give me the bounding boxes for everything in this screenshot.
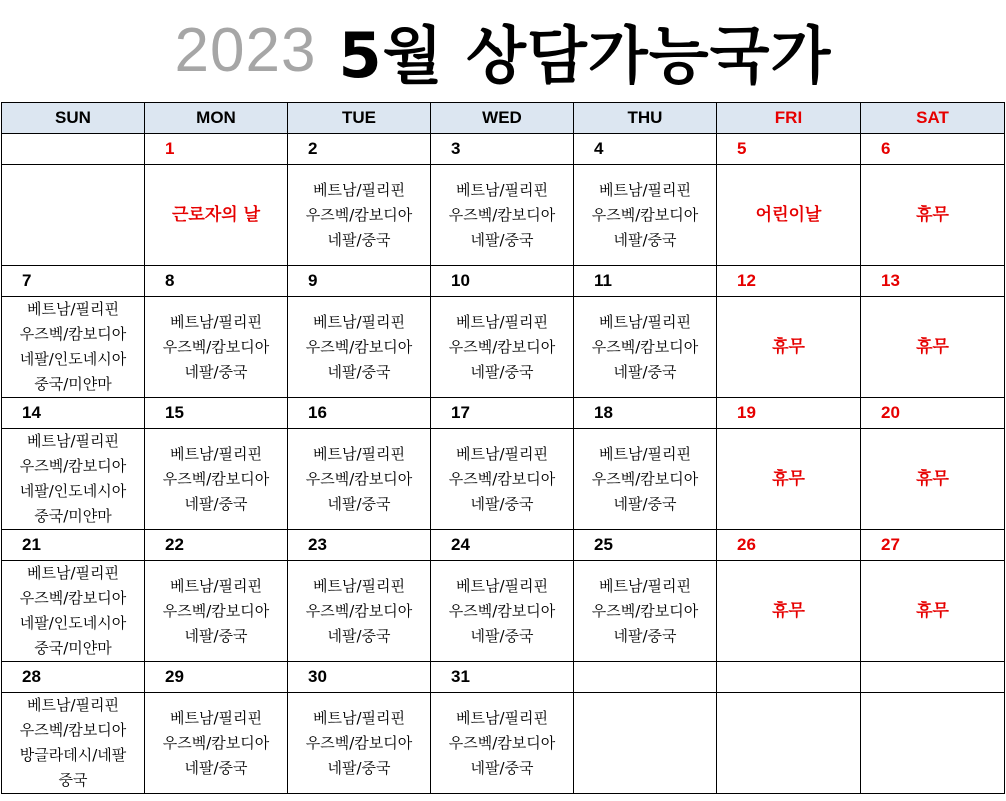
date-number: 23 [288, 530, 431, 561]
country-list [431, 442, 573, 517]
holiday-label: 휴무 [916, 204, 949, 225]
country-line: 우즈벡/캄보디아 [448, 601, 556, 620]
country-line: 우즈벡/캄보디아 [448, 337, 556, 356]
date-number: 15 [145, 398, 288, 429]
date-row [2, 530, 1005, 561]
country-line: 중국/미얀마 [34, 639, 112, 657]
country-line: 네팔/중국 [470, 494, 534, 513]
country-list [2, 429, 144, 529]
country-line: 네팔/인도네시아 [19, 614, 127, 632]
country-list [431, 178, 573, 253]
country-line: 우즈벡/캄보디아 [448, 205, 556, 224]
date-number: 19 [717, 398, 861, 429]
day-cell [431, 165, 574, 266]
country-line: 네팔/중국 [327, 494, 391, 513]
country-line: 우즈벡/캄보디아 [19, 589, 127, 607]
weekday-header-sat: SAT [861, 103, 1005, 134]
day-cell [574, 165, 717, 266]
day-cell [717, 693, 861, 794]
country-line: 네팔/중국 [184, 362, 248, 381]
country-line: 네팔/중국 [184, 494, 248, 513]
country-line: 우즈벡/캄보디아 [305, 337, 413, 356]
country-line: 베트남/필리핀 [456, 576, 548, 595]
date-number: 27 [861, 530, 1005, 561]
country-line: 우즈벡/캄보디아 [591, 601, 699, 620]
country-line: 중국/미얀마 [34, 375, 112, 393]
country-line: 네팔/중국 [613, 494, 677, 513]
day-cell [145, 693, 288, 794]
day-cell [574, 297, 717, 398]
country-list [288, 178, 430, 253]
country-line: 네팔/중국 [470, 362, 534, 381]
date-number: 26 [717, 530, 861, 561]
country-line: 우즈벡/캄보디아 [19, 325, 127, 343]
date-number: 12 [717, 266, 861, 297]
country-line: 네팔/중국 [327, 362, 391, 381]
day-cell [2, 165, 145, 266]
country-list [288, 574, 430, 649]
day-cell [2, 693, 145, 794]
date-number: 16 [288, 398, 431, 429]
country-line: 방글라데시/네팔 [19, 746, 127, 764]
day-content-row [2, 693, 1005, 794]
country-list [2, 561, 144, 661]
holiday-label: 어린이날 [755, 204, 822, 225]
date-row [2, 662, 1005, 693]
country-list [288, 310, 430, 385]
country-list [288, 442, 430, 517]
calendar-title [0, 0, 1006, 100]
date-number: 2 [288, 134, 431, 165]
country-line: 우즈벡/캄보디아 [591, 337, 699, 356]
country-line: 네팔/중국 [613, 362, 677, 381]
country-line: 우즈벡/캄보디아 [591, 469, 699, 488]
date-number: 25 [574, 530, 717, 561]
day-cell [145, 165, 288, 266]
weekday-header-fri: FRI [717, 103, 861, 134]
weekday-header-mon: MON [145, 103, 288, 134]
date-number: 21 [2, 530, 145, 561]
country-line: 베트남/필리핀 [313, 576, 405, 595]
country-line: 중국/미얀마 [34, 507, 112, 525]
weekday-header-row [2, 103, 1005, 134]
country-line: 베트남/필리핀 [456, 708, 548, 727]
day-content-row [2, 561, 1005, 662]
date-number [2, 134, 145, 165]
country-line: 우즈벡/캄보디아 [162, 469, 270, 488]
day-content-row [2, 165, 1005, 266]
country-line: 우즈벡/캄보디아 [305, 601, 413, 620]
day-cell [861, 693, 1005, 794]
country-line: 베트남/필리핀 [456, 312, 548, 331]
day-cell [717, 297, 861, 398]
holiday-label: 휴무 [916, 600, 949, 621]
holiday-label: 휴무 [772, 468, 805, 489]
country-line: 베트남/필리핀 [599, 312, 691, 331]
date-number: 28 [2, 662, 145, 693]
date-number: 10 [431, 266, 574, 297]
country-line: 우즈벡/캄보디아 [162, 601, 270, 620]
country-line: 네팔/중국 [613, 230, 677, 249]
country-list [145, 706, 287, 781]
weekday-header-tue: TUE [288, 103, 431, 134]
day-cell [288, 429, 431, 530]
weekday-header-wed: WED [431, 103, 574, 134]
country-line: 베트남/필리핀 [313, 312, 405, 331]
date-number: 17 [431, 398, 574, 429]
weekday-header-thu: THU [574, 103, 717, 134]
title-year: 2023 [174, 15, 317, 85]
date-number: 20 [861, 398, 1005, 429]
date-number: 4 [574, 134, 717, 165]
country-line: 베트남/필리핀 [313, 708, 405, 727]
country-line: 베트남/필리핀 [456, 444, 548, 463]
date-number: 14 [2, 398, 145, 429]
day-cell [2, 297, 145, 398]
day-cell [717, 429, 861, 530]
date-number: 30 [288, 662, 431, 693]
country-line: 베트남/필리핀 [599, 180, 691, 199]
date-number: 18 [574, 398, 717, 429]
country-list [574, 310, 716, 385]
country-line: 베트남/필리핀 [456, 180, 548, 199]
country-line: 우즈벡/캄보디아 [591, 205, 699, 224]
day-cell [431, 561, 574, 662]
date-row [2, 266, 1005, 297]
day-cell [574, 429, 717, 530]
date-number: 22 [145, 530, 288, 561]
holiday-label: 휴무 [772, 336, 805, 357]
date-number: 7 [2, 266, 145, 297]
date-number [861, 662, 1005, 693]
date-number [574, 662, 717, 693]
date-number: 5 [717, 134, 861, 165]
country-list [2, 297, 144, 397]
day-cell [861, 561, 1005, 662]
country-line: 베트남/필리핀 [170, 708, 262, 727]
day-cell [2, 429, 145, 530]
country-line: 베트남/필리핀 [313, 444, 405, 463]
day-cell [717, 561, 861, 662]
date-number: 9 [288, 266, 431, 297]
day-cell [145, 429, 288, 530]
country-line: 네팔/인도네시아 [19, 350, 127, 368]
date-row [2, 398, 1005, 429]
country-list [145, 574, 287, 649]
country-line: 베트남/필리핀 [170, 444, 262, 463]
date-row [2, 134, 1005, 165]
day-cell [288, 165, 431, 266]
day-cell [431, 429, 574, 530]
day-cell [861, 165, 1005, 266]
country-line: 베트남/필리핀 [27, 432, 119, 450]
country-line: 네팔/중국 [470, 626, 534, 645]
date-number: 1 [145, 134, 288, 165]
country-line: 우즈벡/캄보디아 [305, 205, 413, 224]
date-number: 11 [574, 266, 717, 297]
country-line: 우즈벡/캄보디아 [305, 733, 413, 752]
date-number: 24 [431, 530, 574, 561]
day-cell [861, 429, 1005, 530]
calendar-table [1, 102, 1005, 794]
day-cell [861, 297, 1005, 398]
country-line: 네팔/중국 [470, 230, 534, 249]
country-line: 베트남/필리핀 [313, 180, 405, 199]
country-list [431, 574, 573, 649]
country-list [431, 706, 573, 781]
day-cell [574, 693, 717, 794]
country-list [431, 310, 573, 385]
country-line: 베트남/필리핀 [170, 312, 262, 331]
country-line: 네팔/인도네시아 [19, 482, 127, 500]
country-line: 베트남/필리핀 [170, 576, 262, 595]
country-line: 우즈벡/캄보디아 [448, 469, 556, 488]
holiday-label: 근로자의 날 [171, 204, 261, 225]
country-line: 우즈벡/캄보디아 [19, 457, 127, 475]
day-cell [145, 561, 288, 662]
holiday-label: 휴무 [916, 336, 949, 357]
day-cell [574, 561, 717, 662]
country-line: 우즈벡/캄보디아 [305, 469, 413, 488]
country-list [574, 178, 716, 253]
country-line: 베트남/필리핀 [27, 696, 119, 714]
country-line: 네팔/중국 [327, 230, 391, 249]
date-number: 29 [145, 662, 288, 693]
day-cell [431, 693, 574, 794]
country-line: 우즈벡/캄보디아 [19, 721, 127, 739]
title-main: 5월 상담가능국가 [338, 18, 832, 92]
country-line: 네팔/중국 [470, 758, 534, 777]
country-line: 네팔/중국 [327, 626, 391, 645]
country-line: 중국 [58, 771, 88, 789]
country-list [145, 310, 287, 385]
day-cell [288, 693, 431, 794]
day-cell [288, 297, 431, 398]
day-cell [145, 297, 288, 398]
country-list [574, 442, 716, 517]
day-cell [431, 297, 574, 398]
date-number: 8 [145, 266, 288, 297]
holiday-label: 휴무 [772, 600, 805, 621]
country-line: 우즈벡/캄보디아 [448, 733, 556, 752]
country-line: 베트남/필리핀 [27, 564, 119, 582]
country-line: 우즈벡/캄보디아 [162, 733, 270, 752]
country-list [288, 706, 430, 781]
country-line: 우즈벡/캄보디아 [162, 337, 270, 356]
country-list [2, 693, 144, 793]
country-list [145, 442, 287, 517]
country-line: 베트남/필리핀 [599, 576, 691, 595]
day-content-row [2, 297, 1005, 398]
weekday-header-sun: SUN [2, 103, 145, 134]
holiday-label: 휴무 [916, 468, 949, 489]
day-cell [2, 561, 145, 662]
country-list [574, 574, 716, 649]
country-line: 네팔/중국 [613, 626, 677, 645]
country-line: 네팔/중국 [184, 626, 248, 645]
date-number [717, 662, 861, 693]
date-number: 31 [431, 662, 574, 693]
day-content-row [2, 429, 1005, 530]
date-number: 6 [861, 134, 1005, 165]
date-number: 3 [431, 134, 574, 165]
country-line: 베트남/필리핀 [27, 300, 119, 318]
date-number: 13 [861, 266, 1005, 297]
country-line: 베트남/필리핀 [599, 444, 691, 463]
day-cell [717, 165, 861, 266]
country-line: 네팔/중국 [327, 758, 391, 777]
country-line: 네팔/중국 [184, 758, 248, 777]
day-cell [288, 561, 431, 662]
